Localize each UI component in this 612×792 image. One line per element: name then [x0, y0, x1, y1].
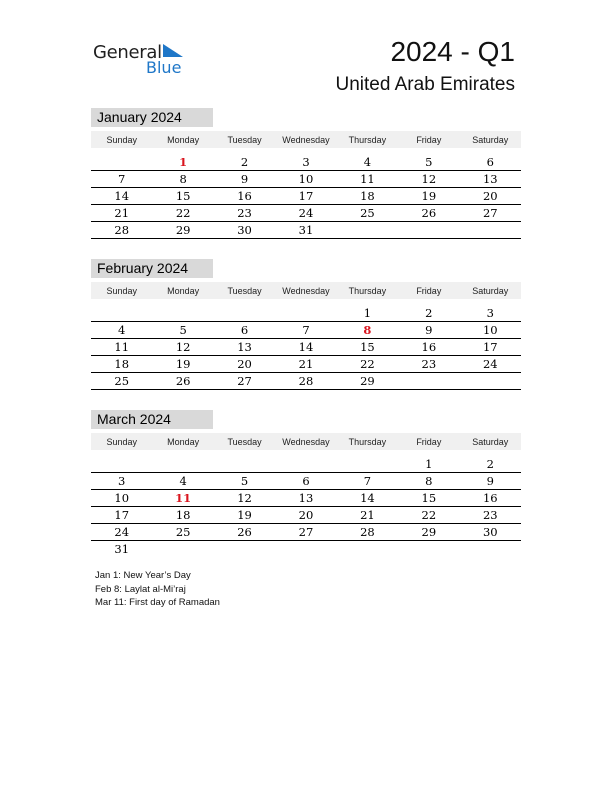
weekday-header: Friday	[398, 131, 459, 148]
day-cell: 29	[337, 373, 398, 390]
week-row	[91, 490, 521, 507]
day-cell: 1	[337, 305, 398, 322]
weekday-header: Sunday	[91, 282, 152, 299]
day-cell	[214, 541, 275, 558]
day-cell: 30	[460, 524, 521, 541]
day-cell: 16	[398, 339, 459, 356]
day-cell: 13	[275, 490, 336, 507]
day-cell	[337, 222, 398, 239]
day-cell: 31	[114, 542, 130, 556]
day-cell: 2	[398, 305, 459, 322]
day-cell: 13	[460, 171, 521, 188]
day-cell: 11	[152, 490, 213, 507]
day-cell	[91, 154, 152, 171]
day-cell: 27	[275, 524, 336, 541]
day-cell: 28	[337, 524, 398, 541]
day-cell: 7	[275, 322, 336, 339]
weekday-header: Sunday	[91, 433, 152, 450]
day-cell: 12	[214, 490, 275, 507]
weekday-header: Sunday	[91, 131, 152, 148]
day-cell: 3	[275, 154, 336, 171]
day-cell: 8	[152, 171, 213, 188]
weekday-header: Thursday	[337, 131, 398, 148]
day-cell: 4	[337, 154, 398, 171]
day-cell: 31	[275, 222, 336, 239]
day-cell: 19	[152, 356, 213, 373]
day-cell: 22	[337, 356, 398, 373]
day-cell: 8	[398, 473, 459, 490]
day-cell	[460, 373, 521, 390]
day-cell: 15	[152, 188, 213, 205]
day-cell: 9	[214, 171, 275, 188]
month-label: January 2024	[91, 108, 213, 127]
month-block	[91, 108, 521, 239]
day-cell	[460, 541, 521, 558]
day-cell: 24	[460, 356, 521, 373]
weekday-header: Monday	[152, 282, 213, 299]
weekday-header: Wednesday	[275, 131, 336, 148]
day-cell: 17	[91, 507, 152, 524]
day-cell: 29	[152, 222, 213, 239]
day-cell: 18	[337, 188, 398, 205]
day-cell	[214, 456, 275, 473]
day-cell: 21	[91, 205, 152, 222]
month-table	[91, 282, 521, 390]
weekday-header: Saturday	[460, 131, 521, 148]
day-cell: 23	[460, 507, 521, 524]
week-row	[91, 541, 521, 558]
day-cell: 2	[214, 154, 275, 171]
week-row	[91, 171, 521, 188]
weekday-header: Monday	[152, 131, 213, 148]
weekday-header: Saturday	[460, 433, 521, 450]
day-cell: 22	[398, 507, 459, 524]
day-cell: 3	[460, 305, 521, 322]
week-row	[91, 322, 521, 339]
day-cell	[398, 222, 459, 239]
day-cell: 26	[152, 373, 213, 390]
day-cell: 12	[398, 171, 459, 188]
day-cell: 26	[398, 205, 459, 222]
week-row	[91, 473, 521, 490]
day-cell: 5	[152, 322, 213, 339]
weekday-header: Friday	[398, 282, 459, 299]
day-cell: 15	[337, 339, 398, 356]
day-cell: 15	[398, 490, 459, 507]
day-cell	[275, 305, 336, 322]
week-row	[91, 456, 521, 473]
day-cell: 5	[214, 473, 275, 490]
weekday-header: Tuesday	[214, 282, 275, 299]
day-cell: 23	[398, 356, 459, 373]
week-row	[91, 188, 521, 205]
logo-general-text: General	[93, 42, 162, 63]
day-cell: 6	[275, 473, 336, 490]
day-cell: 29	[398, 524, 459, 541]
day-cell: 20	[460, 188, 521, 205]
day-cell: 22	[152, 205, 213, 222]
month-block	[91, 410, 521, 557]
day-cell: 9	[460, 473, 521, 490]
week-row	[91, 222, 521, 239]
week-row	[91, 524, 521, 541]
day-cell: 19	[214, 507, 275, 524]
day-cell: 20	[214, 356, 275, 373]
day-cell: 8	[337, 322, 398, 339]
month-label: March 2024	[91, 410, 213, 429]
day-cell	[398, 541, 459, 558]
day-cell: 11	[337, 171, 398, 188]
day-cell: 2	[460, 456, 521, 473]
day-cell	[460, 222, 521, 239]
week-row	[91, 356, 521, 373]
weekday-header: Thursday	[337, 433, 398, 450]
week-row	[91, 507, 521, 524]
day-cell	[91, 305, 152, 322]
weekday-header: Friday	[398, 433, 459, 450]
holiday-note: Mar 11: First day of Ramadan	[95, 597, 220, 608]
day-cell: 16	[460, 490, 521, 507]
day-cell	[152, 305, 213, 322]
country-name: United Arab Emirates	[335, 74, 515, 95]
day-cell: 17	[460, 339, 521, 356]
day-cell: 18	[152, 507, 213, 524]
day-cell	[152, 456, 213, 473]
day-cell: 27	[214, 373, 275, 390]
day-cell: 30	[214, 222, 275, 239]
day-cell: 1	[152, 154, 213, 171]
weekday-header: Wednesday	[275, 433, 336, 450]
day-cell: 23	[214, 205, 275, 222]
day-cell: 13	[214, 339, 275, 356]
weekday-header: Tuesday	[214, 433, 275, 450]
weekday-header: Thursday	[337, 282, 398, 299]
day-cell: 5	[398, 154, 459, 171]
month-label: February 2024	[91, 259, 213, 278]
day-cell: 21	[337, 507, 398, 524]
day-cell	[337, 456, 398, 473]
day-cell: 20	[275, 507, 336, 524]
day-cell: 26	[214, 524, 275, 541]
weekday-header: Wednesday	[275, 282, 336, 299]
holiday-note: Jan 1: New Year’s Day	[95, 570, 191, 581]
month-block	[91, 259, 521, 390]
day-cell: 6	[214, 322, 275, 339]
day-cell: 10	[275, 171, 336, 188]
day-cell: 24	[91, 524, 152, 541]
day-cell: 11	[91, 339, 152, 356]
day-cell: 3	[91, 473, 152, 490]
day-cell: 10	[460, 322, 521, 339]
day-cell: 4	[152, 473, 213, 490]
logo-blue-text: Blue	[146, 58, 182, 77]
day-cell: 9	[398, 322, 459, 339]
day-cell: 19	[398, 188, 459, 205]
week-row	[91, 373, 521, 390]
day-cell: 21	[275, 356, 336, 373]
day-cell: 24	[275, 205, 336, 222]
weekday-header: Saturday	[460, 282, 521, 299]
week-row	[91, 205, 521, 222]
day-cell: 12	[152, 339, 213, 356]
week-row	[91, 339, 521, 356]
page-title: 2024 - Q1	[390, 36, 515, 67]
day-cell: 14	[337, 490, 398, 507]
day-cell: 28	[275, 373, 336, 390]
week-row	[91, 305, 521, 322]
day-cell	[398, 373, 459, 390]
day-cell	[275, 541, 336, 558]
day-cell: 7	[91, 171, 152, 188]
month-table	[91, 433, 521, 557]
weekday-header: Tuesday	[214, 131, 275, 148]
day-cell: 25	[91, 373, 152, 390]
day-cell	[91, 456, 152, 473]
day-cell	[152, 541, 213, 558]
day-cell	[214, 305, 275, 322]
day-cell: 6	[460, 154, 521, 171]
logo	[93, 40, 193, 80]
day-cell: 27	[460, 205, 521, 222]
weekday-header: Monday	[152, 433, 213, 450]
day-cell: 28	[91, 222, 152, 239]
day-cell: 7	[337, 473, 398, 490]
day-cell: 25	[337, 205, 398, 222]
day-cell: 14	[275, 339, 336, 356]
holiday-notes	[95, 569, 220, 610]
day-cell: 25	[152, 524, 213, 541]
day-cell	[337, 541, 398, 558]
day-cell: 10	[91, 490, 152, 507]
day-cell: 1	[398, 456, 459, 473]
day-cell: 17	[275, 188, 336, 205]
day-cell: 4	[91, 322, 152, 339]
day-cell: 16	[214, 188, 275, 205]
day-cell: 14	[91, 188, 152, 205]
month-table	[91, 131, 521, 239]
week-row	[91, 154, 521, 171]
day-cell: 18	[91, 356, 152, 373]
holiday-note: Feb 8: Laylat al-Mi’raj	[95, 583, 186, 595]
day-cell	[275, 456, 336, 473]
